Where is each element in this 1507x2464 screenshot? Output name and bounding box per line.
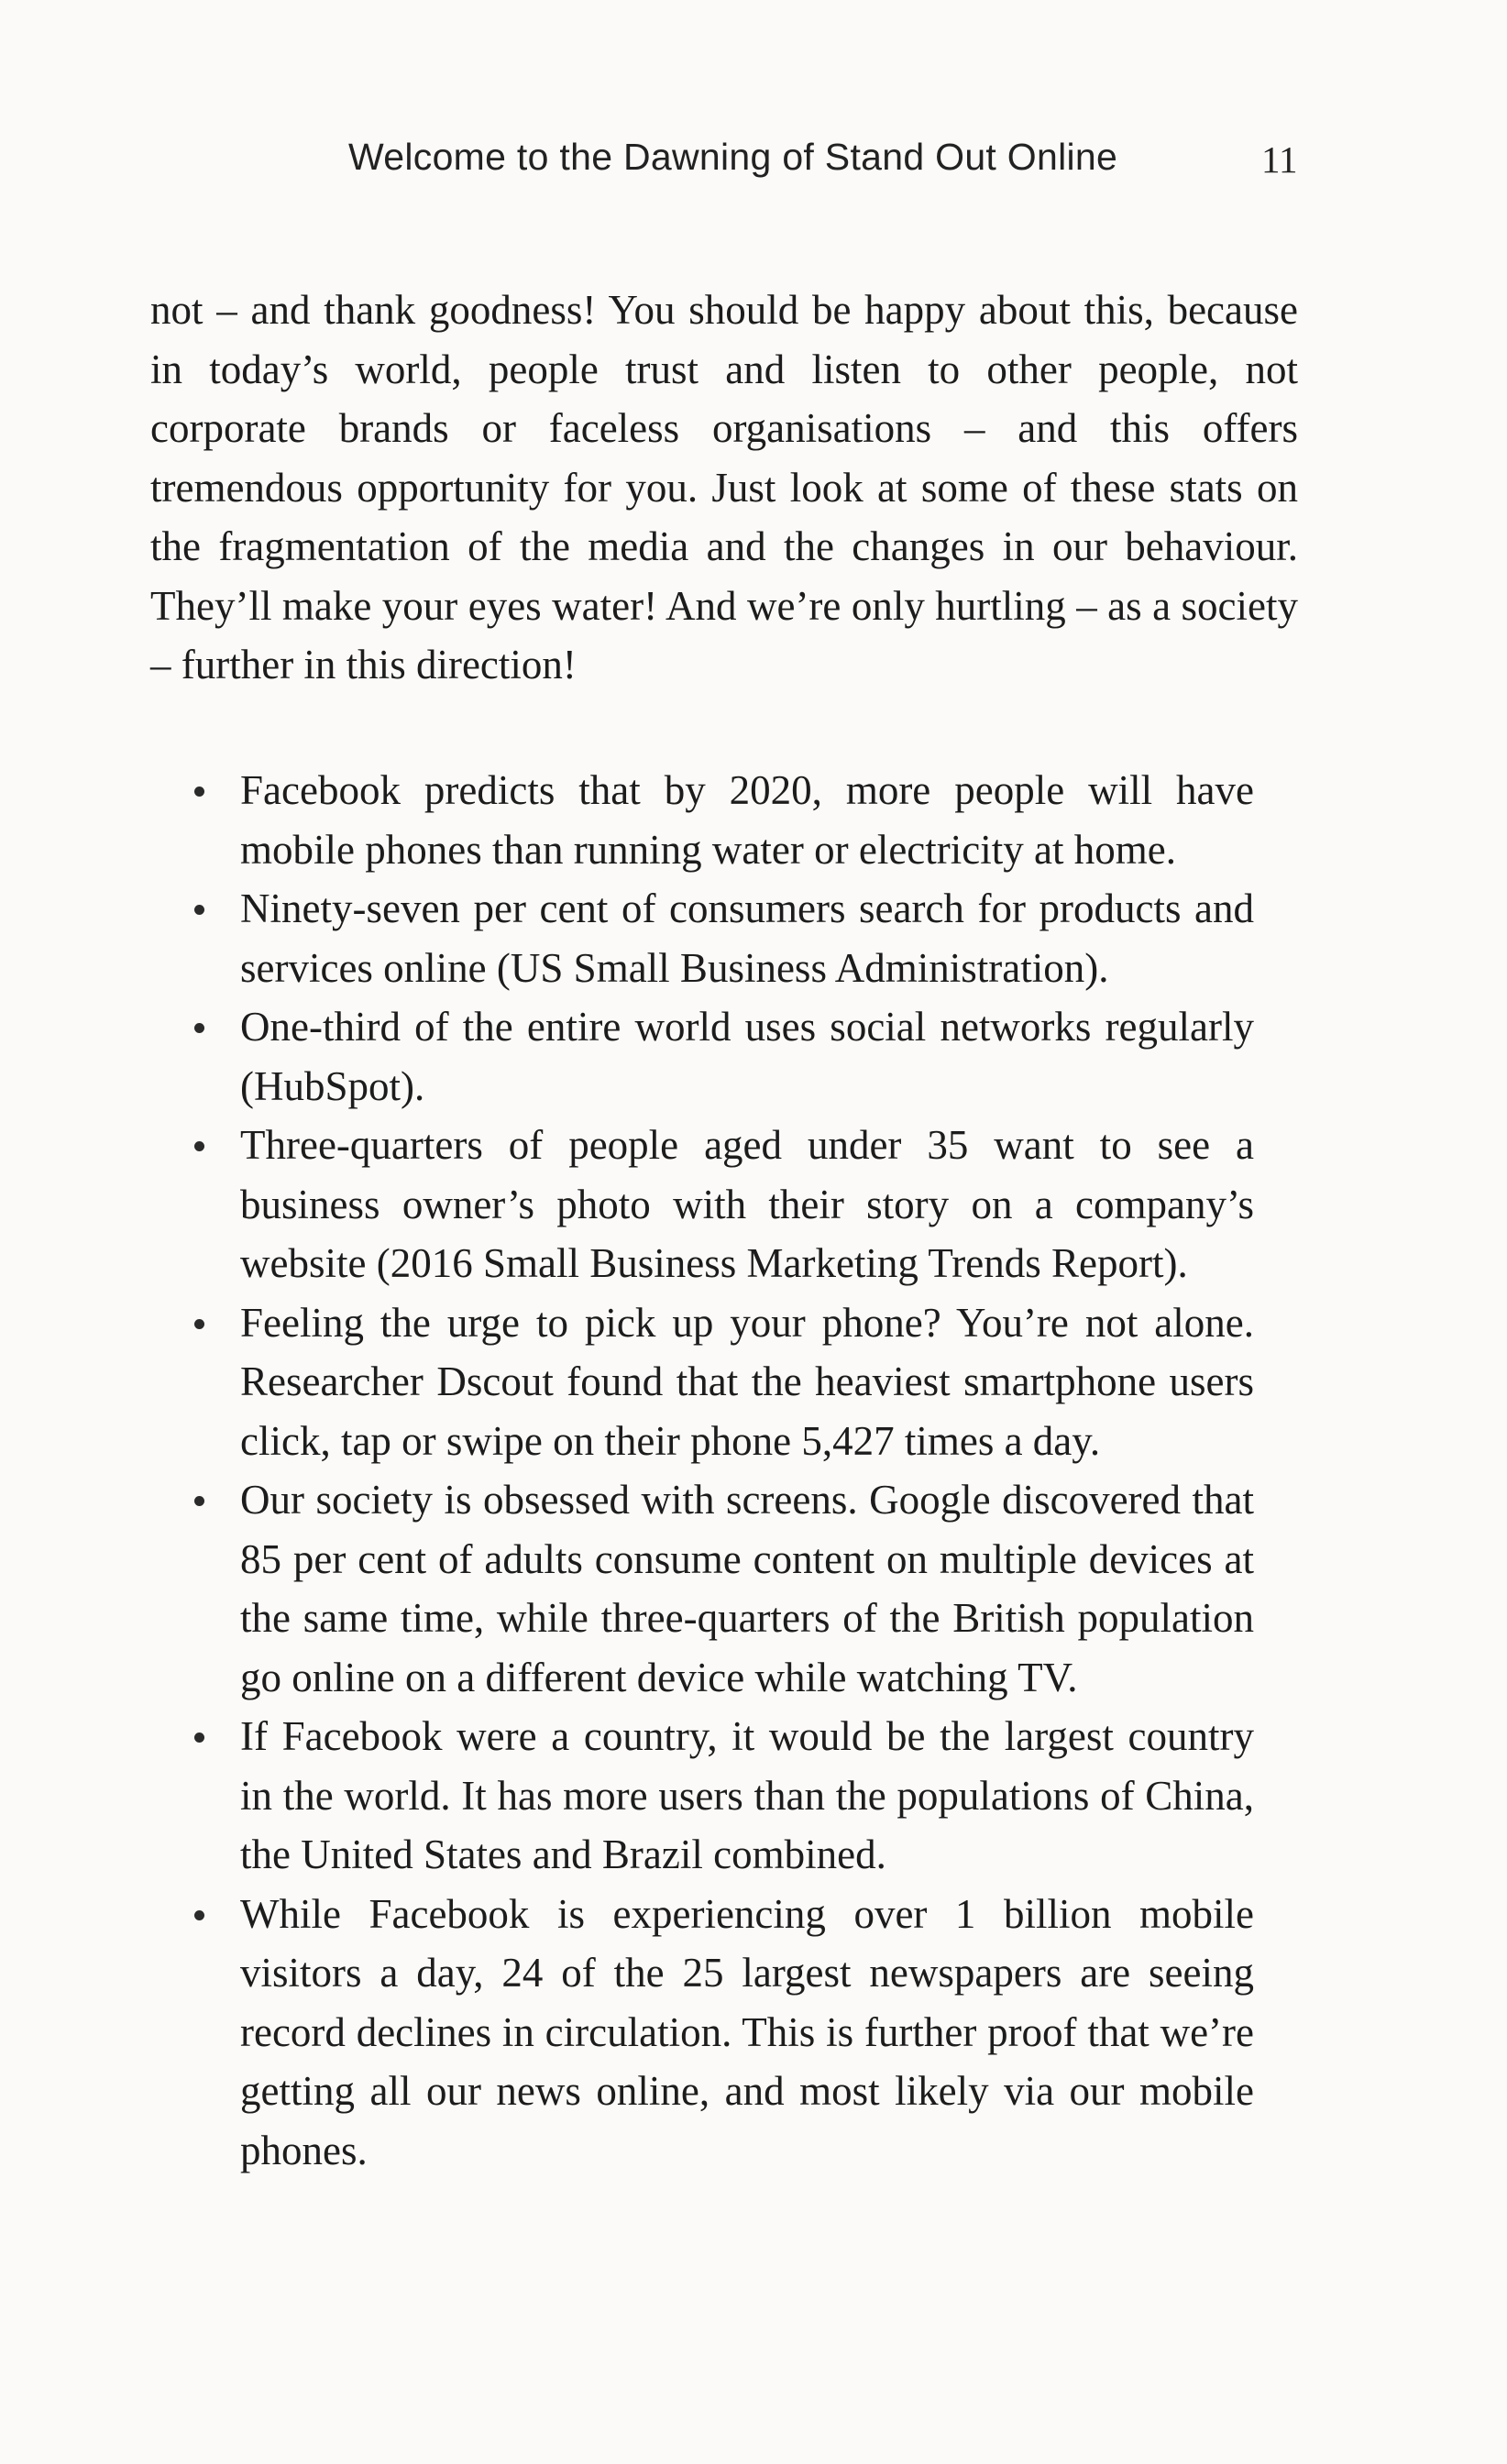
bullet-item: [240, 1470, 1254, 1707]
bullet-dot-icon: [194, 1141, 204, 1151]
bullet-dot-icon: [194, 905, 204, 915]
bullet-text: Three-quarters of people aged under 35 want to see a business owner’s photo with their story on a company’s website (2016 Small Business Marketing Trends Report).: [240, 1122, 1254, 1286]
bullet-text: One-third of the entire world uses social networks regularly (HubSpot).: [240, 1004, 1254, 1109]
bullet-item: [240, 997, 1254, 1116]
bullet-item: [240, 1116, 1254, 1293]
bullet-dot-icon: [194, 1732, 204, 1743]
bullet-item: [240, 879, 1254, 997]
bullet-text: Our society is obsessed with screens. Google discovered that 85 per cent of adults consume content on multiple devices at the same time, while three-quarters of the British population go online on a different device while watching TV.: [240, 1477, 1254, 1700]
bullet-dot-icon: [194, 1319, 204, 1329]
bullet-dot-icon: [194, 1023, 204, 1033]
bullet-dot-icon: [194, 786, 204, 797]
bullet-dot-icon: [194, 1496, 204, 1506]
bullet-text: Facebook predicts that by 2020, more people will have mobile phones than running water or electricity at home.: [240, 767, 1254, 873]
bullet-text: Feeling the urge to pick up your phone? You’re not alone. Researcher Dscout found that the heaviest smartphone users click, tap or swipe on their phone 5,427 times a day.: [240, 1299, 1254, 1464]
bullet-item: [240, 1293, 1254, 1471]
bullet-item: [240, 1707, 1254, 1885]
bullet-item: [240, 1885, 1254, 2181]
bullet-text: Ninety-seven per cent of consumers search for products and services online (US Small Business Administration).: [240, 886, 1254, 991]
bullet-text: While Facebook is experiencing over 1 billion mobile visitors a day, 24 of the 25 largest newspapers are seeing record declines in circulation. This is further proof that we’re getting all our news online, and most likely via our mobile phones.: [240, 1890, 1254, 2173]
bullet-text: If Facebook were a country, it would be the largest country in the world. It has more users than the populations of China, the United States and Brazil combined.: [240, 1713, 1254, 1877]
running-head: Welcome to the Dawning of Stand Out Online: [348, 136, 1118, 178]
bullet-item: [240, 761, 1254, 879]
stats-bullet-list: [240, 761, 1254, 2180]
body-paragraph: not – and thank goodness! You should be happy about this, because in today’s world, people trust and listen to other people, not corporate brands or faceless organisations – and this offers tremendous opportunity for you. Just look at some of these stats on the fragmentation of the media and the changes in our behaviour. They’ll make your eyes water! And we’re only hurtling – as a society – further in this direction!: [150, 287, 1298, 688]
bullet-dot-icon: [194, 1910, 204, 1920]
page-number: 11: [1261, 138, 1298, 181]
